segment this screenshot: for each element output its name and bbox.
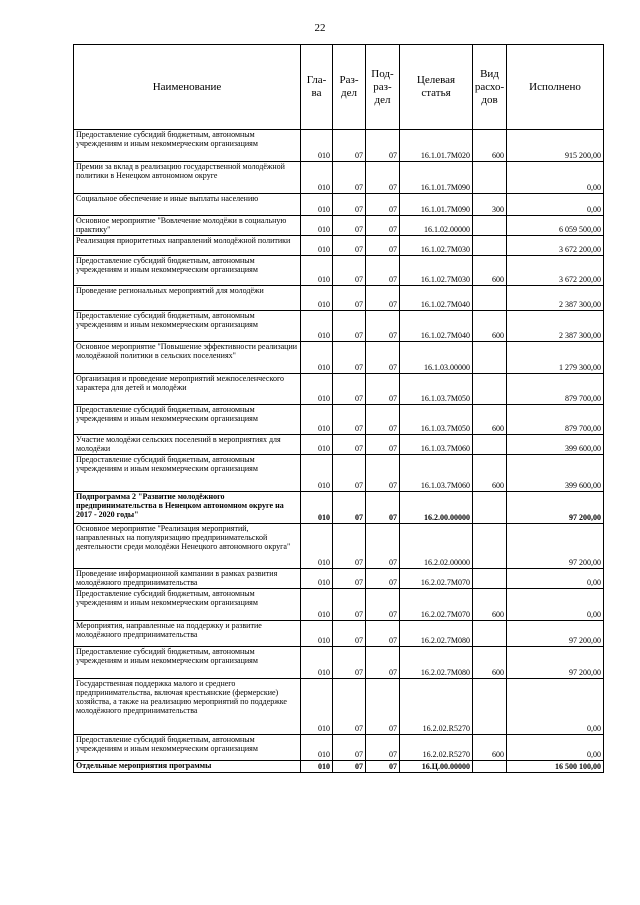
cell-razdel: 07 [333, 342, 366, 374]
cell-name: Государственная поддержка малого и среднего предпринимательства, включая крестьянские (фермерские) хозяйства, а также на реализацию мероприятий по поддержке молодёжного предпринимательства [74, 679, 301, 735]
cell-vid: 300 [473, 194, 507, 216]
cell-vid: 600 [473, 589, 507, 621]
cell-vid [473, 621, 507, 647]
cell-razdel: 07 [333, 589, 366, 621]
cell-glava: 010 [301, 589, 333, 621]
cell-executed: 915 200,00 [507, 130, 604, 162]
col-header-glava-text: Гла- ва [306, 74, 327, 99]
cell-name: Предоставление субсидий бюджетным, автономным учреждениям и иным некоммерческим организациям [74, 647, 301, 679]
cell-glava: 010 [301, 311, 333, 342]
cell-razdel: 07 [333, 761, 366, 773]
table-row [74, 256, 604, 286]
cell-executed: 97 200,00 [507, 492, 604, 524]
table-row [74, 342, 604, 374]
cell-executed: 399 600,00 [507, 435, 604, 455]
cell-name: Предоставление субсидий бюджетным, автономным учреждениям и иным некоммерческим организациям [74, 735, 301, 761]
cell-podrazdel: 07 [366, 735, 400, 761]
col-header-razdel-text: Раз- дел [339, 74, 359, 99]
cell-target: 16.2.02.7М080 [400, 647, 473, 679]
cell-glava: 010 [301, 374, 333, 405]
table-row [74, 405, 604, 435]
cell-glava: 010 [301, 286, 333, 311]
table-row [74, 130, 604, 162]
cell-executed: 6 059 500,00 [507, 216, 604, 236]
table-row [74, 589, 604, 621]
cell-podrazdel: 07 [366, 621, 400, 647]
cell-vid [473, 236, 507, 256]
cell-glava: 010 [301, 216, 333, 236]
cell-razdel: 07 [333, 216, 366, 236]
table-row [74, 761, 604, 773]
cell-executed: 3 672 200,00 [507, 256, 604, 286]
cell-podrazdel: 07 [366, 194, 400, 216]
table-row [74, 374, 604, 405]
cell-razdel: 07 [333, 621, 366, 647]
cell-razdel: 07 [333, 524, 366, 569]
cell-razdel: 07 [333, 647, 366, 679]
table-row [74, 194, 604, 216]
cell-target: 16.1.03.7М060 [400, 435, 473, 455]
cell-name: Отдельные мероприятия программы [74, 761, 301, 773]
cell-executed: 879 700,00 [507, 374, 604, 405]
cell-glava: 010 [301, 236, 333, 256]
table-row [74, 455, 604, 492]
cell-glava: 010 [301, 256, 333, 286]
cell-target: 16.2.02.00000 [400, 524, 473, 569]
cell-podrazdel: 07 [366, 236, 400, 256]
cell-vid: 600 [473, 256, 507, 286]
cell-executed: 0,00 [507, 679, 604, 735]
page-number: 22 [314, 22, 326, 34]
cell-razdel: 07 [333, 405, 366, 435]
table-row [74, 286, 604, 311]
col-header-name: Наименование [74, 45, 301, 130]
cell-podrazdel: 07 [366, 311, 400, 342]
cell-razdel: 07 [333, 311, 366, 342]
table-row [74, 524, 604, 569]
cell-name: Подпрограмма 2 "Развитие молодёжного предпринимательства в Ненецком автономном округе на 2017 - 2020 годы" [74, 492, 301, 524]
cell-target: 16.1.01.7М090 [400, 194, 473, 216]
cell-name: Проведение информационной кампании в рамках развития молодёжного предпринимательства [74, 569, 301, 589]
cell-target: 16.1.02.00000 [400, 216, 473, 236]
table-row [74, 162, 604, 194]
cell-executed: 399 600,00 [507, 455, 604, 492]
cell-name: Организация и проведение мероприятий межпоселенческого характера для детей и молодёжи [74, 374, 301, 405]
cell-target: 16.1.03.7М050 [400, 374, 473, 405]
cell-executed: 97 200,00 [507, 524, 604, 569]
cell-razdel: 07 [333, 492, 366, 524]
cell-target: 16.1.01.7М020 [400, 130, 473, 162]
cell-target: 16.1.01.7М090 [400, 162, 473, 194]
cell-podrazdel: 07 [366, 492, 400, 524]
cell-vid: 600 [473, 735, 507, 761]
cell-vid [473, 286, 507, 311]
cell-vid [473, 761, 507, 773]
cell-razdel: 07 [333, 256, 366, 286]
cell-executed: 879 700,00 [507, 405, 604, 435]
cell-vid: 600 [473, 647, 507, 679]
cell-razdel: 07 [333, 130, 366, 162]
budget-table [73, 44, 604, 773]
col-header-target-text: Целевая статья [416, 74, 456, 99]
table-row [74, 647, 604, 679]
col-header-podrazdel [366, 45, 400, 130]
col-header-vid [473, 45, 507, 130]
table-row [74, 621, 604, 647]
col-header-target [400, 45, 473, 130]
table-row [74, 492, 604, 524]
table-row [74, 735, 604, 761]
cell-glava: 010 [301, 647, 333, 679]
cell-target: 16.2.02.7М070 [400, 589, 473, 621]
cell-vid [473, 492, 507, 524]
cell-glava: 010 [301, 621, 333, 647]
table-row [74, 679, 604, 735]
cell-podrazdel: 07 [366, 162, 400, 194]
cell-glava: 010 [301, 761, 333, 773]
cell-executed: 3 672 200,00 [507, 236, 604, 256]
cell-executed: 0,00 [507, 589, 604, 621]
cell-podrazdel: 07 [366, 405, 400, 435]
table-row [74, 311, 604, 342]
cell-glava: 010 [301, 455, 333, 492]
cell-target: 16.1.02.7М040 [400, 311, 473, 342]
cell-executed: 0,00 [507, 162, 604, 194]
cell-executed: 2 387 300,00 [507, 286, 604, 311]
cell-name: Предоставление субсидий бюджетным, автономным учреждениям и иным некоммерческим организациям [74, 130, 301, 162]
cell-target: 16.1.02.7М040 [400, 286, 473, 311]
cell-vid: 600 [473, 130, 507, 162]
cell-name: Премии за вклад в реализацию государственной молодёжной политики в Ненецком автономном округе [74, 162, 301, 194]
cell-vid: 600 [473, 311, 507, 342]
cell-razdel: 07 [333, 735, 366, 761]
col-header-vid-text: Вид расхо- дов [474, 67, 505, 106]
cell-name: Предоставление субсидий бюджетным, автономным учреждениям и иным некоммерческим организациям [74, 455, 301, 492]
cell-podrazdel: 07 [366, 761, 400, 773]
cell-target: 16.1.02.7М030 [400, 256, 473, 286]
cell-podrazdel: 07 [366, 647, 400, 679]
table-row [74, 216, 604, 236]
cell-executed: 0,00 [507, 569, 604, 589]
cell-razdel: 07 [333, 455, 366, 492]
table-row [74, 236, 604, 256]
cell-name: Участие молодёжи сельских поселений в мероприятиях для молодёжи [74, 435, 301, 455]
cell-name: Основное мероприятие "Повышение эффективности реализации молодёжной политики в сельских поселениях" [74, 342, 301, 374]
cell-vid: 600 [473, 405, 507, 435]
cell-glava: 010 [301, 492, 333, 524]
cell-vid [473, 569, 507, 589]
cell-executed: 1 279 300,00 [507, 342, 604, 374]
cell-target: 16.2.02.7М080 [400, 621, 473, 647]
cell-razdel: 07 [333, 286, 366, 311]
cell-razdel: 07 [333, 236, 366, 256]
cell-podrazdel: 07 [366, 130, 400, 162]
cell-target: 16.2.02.R5270 [400, 679, 473, 735]
cell-executed: 97 200,00 [507, 647, 604, 679]
cell-glava: 010 [301, 679, 333, 735]
cell-executed: 2 387 300,00 [507, 311, 604, 342]
cell-podrazdel: 07 [366, 455, 400, 492]
cell-vid [473, 679, 507, 735]
cell-razdel: 07 [333, 569, 366, 589]
cell-name: Реализация приоритетных направлений молодёжной политики [74, 236, 301, 256]
cell-executed: 16 500 100,00 [507, 761, 604, 773]
cell-name: Мероприятия, направленные на поддержку и развитие молодёжного предпринимательства [74, 621, 301, 647]
cell-podrazdel: 07 [366, 342, 400, 374]
cell-executed: 97 200,00 [507, 621, 604, 647]
col-header-glava [301, 45, 333, 130]
cell-name: Социальное обеспечение и иные выплаты населению [74, 194, 301, 216]
cell-podrazdel: 07 [366, 589, 400, 621]
cell-glava: 010 [301, 342, 333, 374]
cell-razdel: 07 [333, 194, 366, 216]
cell-podrazdel: 07 [366, 256, 400, 286]
cell-vid [473, 524, 507, 569]
cell-glava: 010 [301, 524, 333, 569]
cell-target: 16.1.02.7М030 [400, 236, 473, 256]
col-header-executed: Исполнено [507, 45, 604, 130]
cell-podrazdel: 07 [366, 569, 400, 589]
cell-name: Предоставление субсидий бюджетным, автономным учреждениям и иным некоммерческим организациям [74, 256, 301, 286]
cell-name: Основное мероприятие "Вовлечение молодёжи в социальную практику" [74, 216, 301, 236]
cell-vid: 600 [473, 455, 507, 492]
cell-razdel: 07 [333, 435, 366, 455]
cell-name: Предоставление субсидий бюджетным, автономным учреждениям и иным некоммерческим организациям [74, 405, 301, 435]
cell-podrazdel: 07 [366, 216, 400, 236]
cell-vid [473, 342, 507, 374]
cell-razdel: 07 [333, 162, 366, 194]
col-header-podrazdel-text: Под- раз- дел [371, 67, 394, 106]
cell-target: 16.1.03.00000 [400, 342, 473, 374]
cell-glava: 010 [301, 735, 333, 761]
cell-glava: 010 [301, 194, 333, 216]
cell-target: 16.2.02.7М070 [400, 569, 473, 589]
cell-glava: 010 [301, 405, 333, 435]
col-header-razdel [333, 45, 366, 130]
cell-executed: 0,00 [507, 735, 604, 761]
cell-target: 16.Ц.00.00000 [400, 761, 473, 773]
cell-podrazdel: 07 [366, 435, 400, 455]
cell-executed: 0,00 [507, 194, 604, 216]
cell-target: 16.2.02.R5270 [400, 735, 473, 761]
cell-vid [473, 374, 507, 405]
cell-name: Основное мероприятие "Реализация мероприятий, направленных на популяризацию предпринимательской деятельности среди молодёжи Ненецкого автономного округа" [74, 524, 301, 569]
cell-glava: 010 [301, 162, 333, 194]
table-row [74, 435, 604, 455]
table-body [74, 130, 604, 773]
cell-glava: 010 [301, 569, 333, 589]
cell-razdel: 07 [333, 679, 366, 735]
cell-target: 16.1.03.7М060 [400, 455, 473, 492]
cell-podrazdel: 07 [366, 679, 400, 735]
cell-podrazdel: 07 [366, 374, 400, 405]
cell-vid [473, 435, 507, 455]
header-row [74, 45, 604, 130]
cell-name: Предоставление субсидий бюджетным, автономным учреждениям и иным некоммерческим организациям [74, 589, 301, 621]
table-row [74, 569, 604, 589]
cell-podrazdel: 07 [366, 524, 400, 569]
cell-name: Предоставление субсидий бюджетным, автономным учреждениям и иным некоммерческим организациям [74, 311, 301, 342]
cell-vid [473, 216, 507, 236]
cell-target: 16.2.00.00000 [400, 492, 473, 524]
cell-target: 16.1.03.7М050 [400, 405, 473, 435]
cell-podrazdel: 07 [366, 286, 400, 311]
cell-razdel: 07 [333, 374, 366, 405]
cell-vid [473, 162, 507, 194]
cell-name: Проведение региональных мероприятий для молодёжи [74, 286, 301, 311]
cell-glava: 010 [301, 435, 333, 455]
cell-glava: 010 [301, 130, 333, 162]
